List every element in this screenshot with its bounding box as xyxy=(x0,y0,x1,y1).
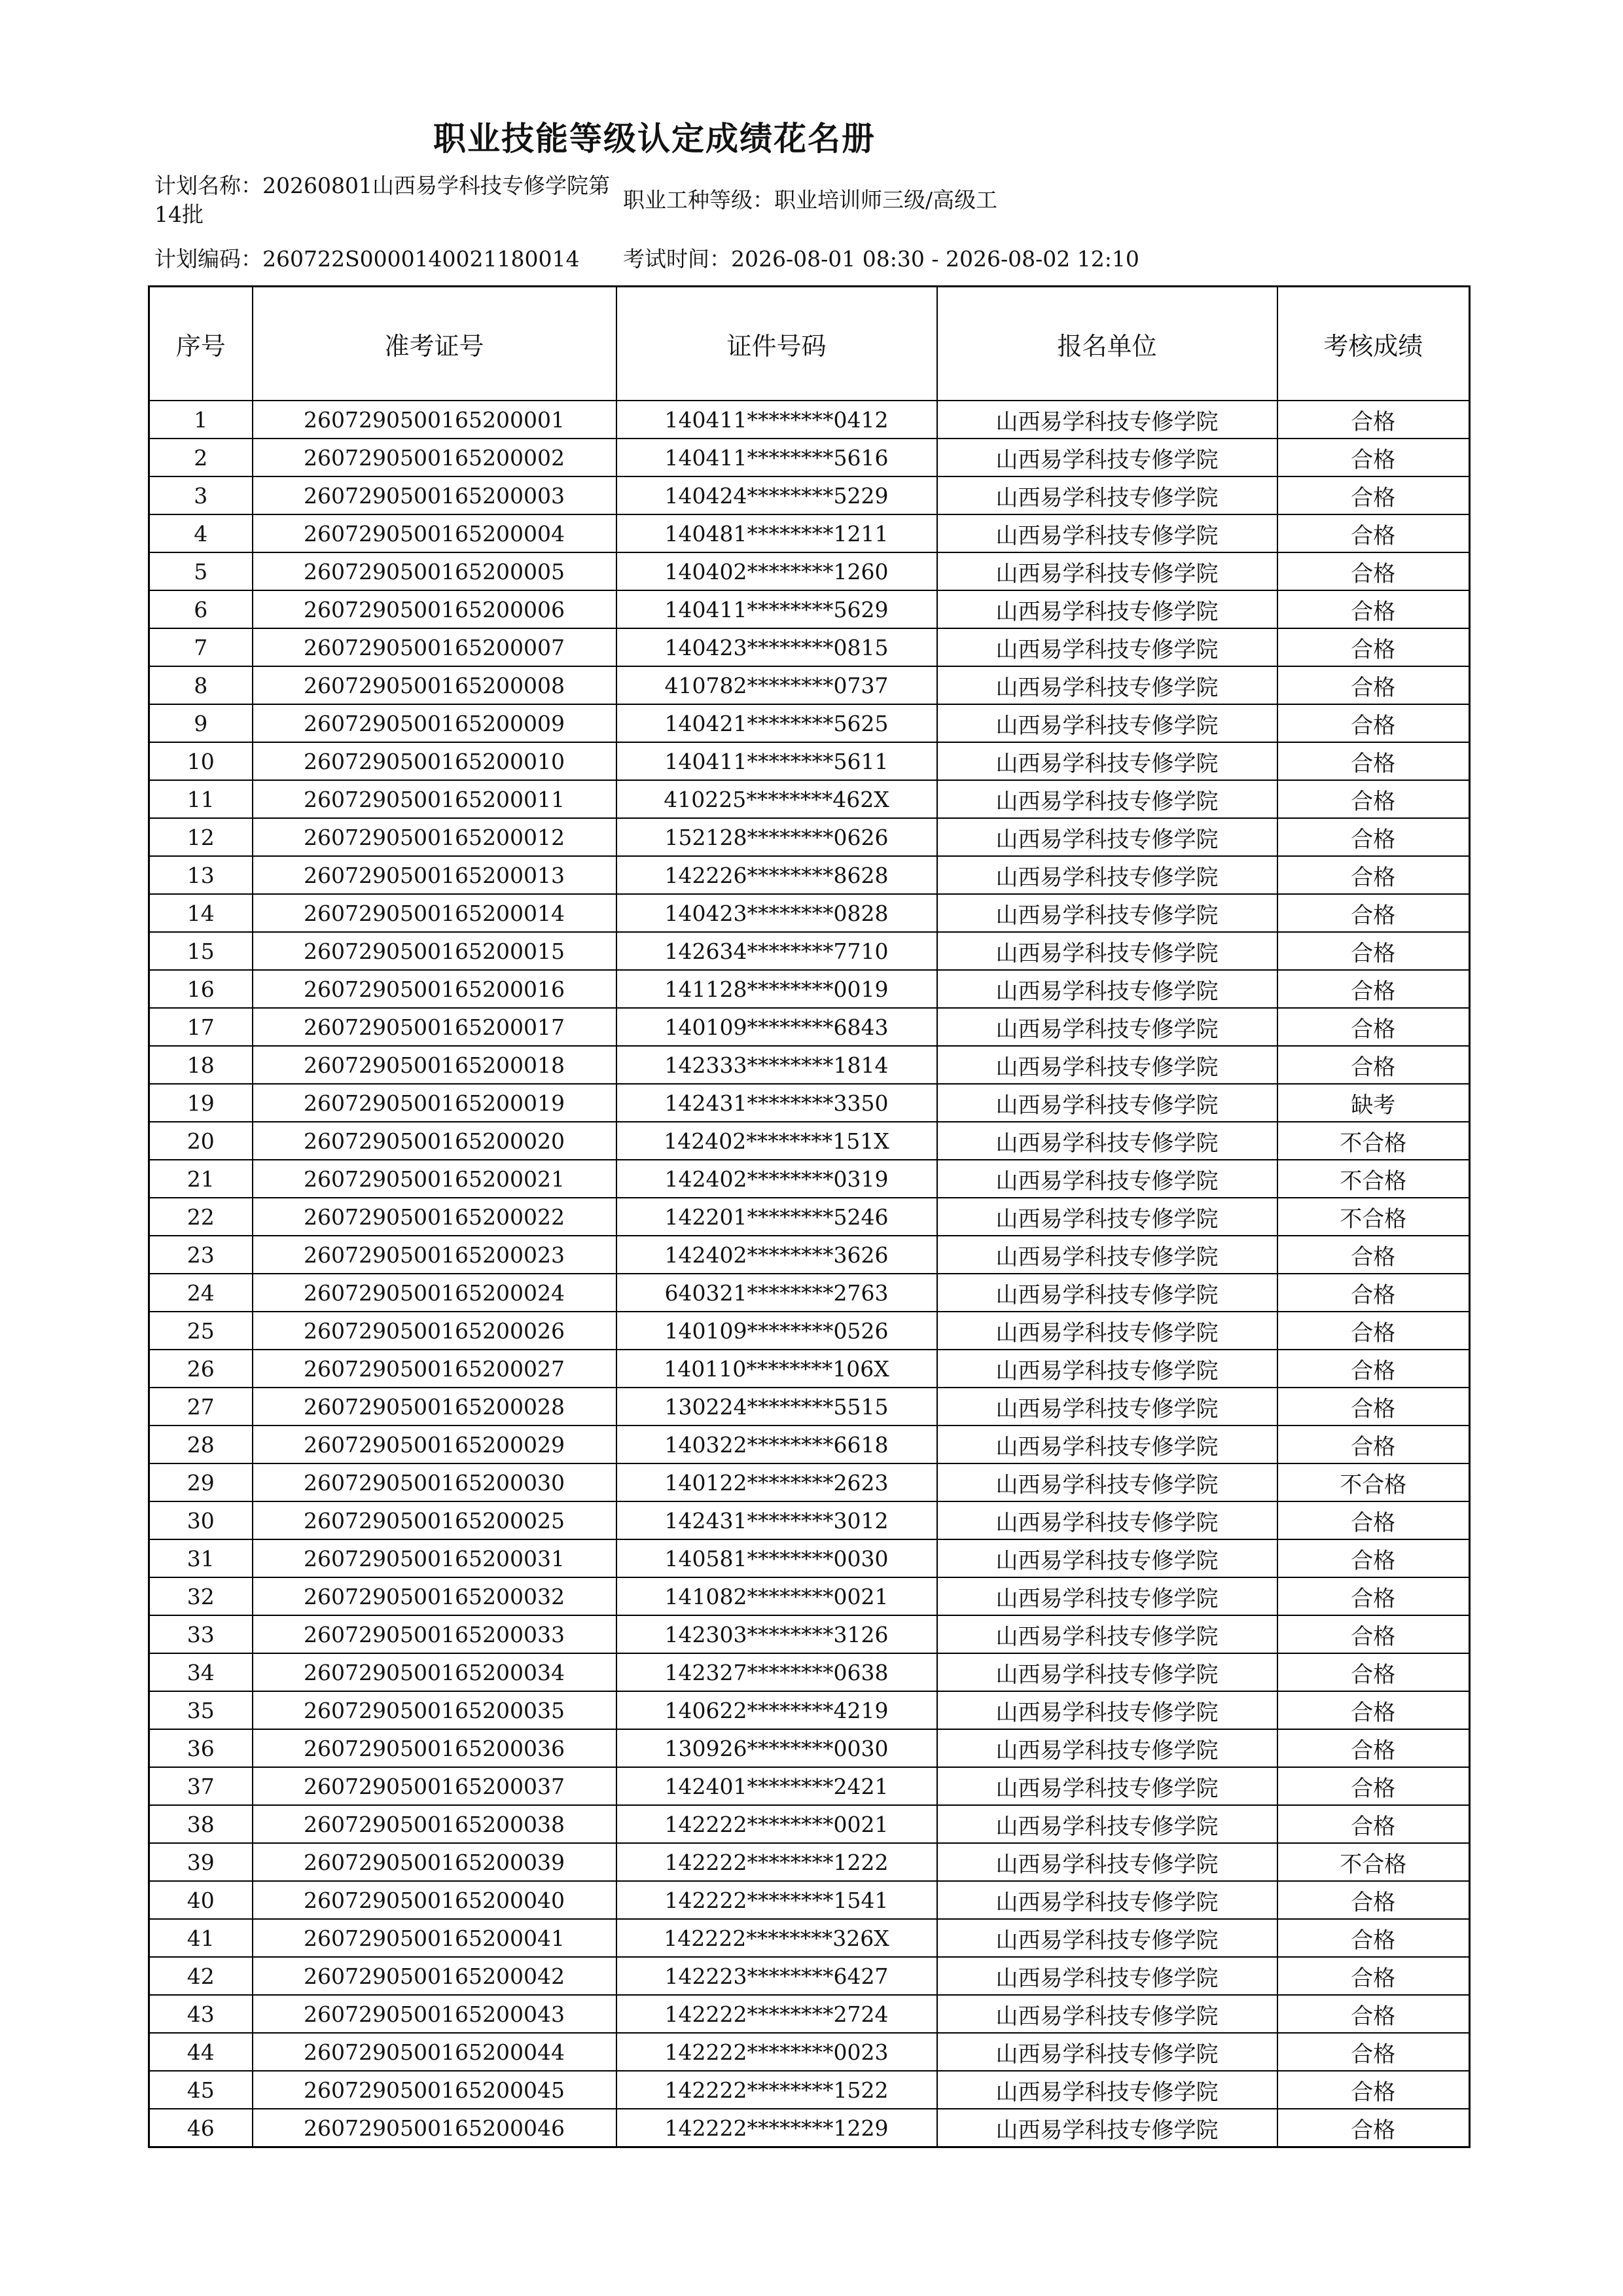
header-unit: 报名单位 xyxy=(937,287,1277,401)
cell-admission-no: 2607290500165200007 xyxy=(253,628,616,666)
header-admission-no: 准考证号 xyxy=(253,287,616,401)
table-row xyxy=(149,1615,1470,1653)
cell-score: 合格 xyxy=(1277,628,1470,666)
cell-seq: 23 xyxy=(149,1236,253,1274)
cell-id-no: 141082********0021 xyxy=(616,1577,937,1615)
cell-score: 合格 xyxy=(1277,1919,1470,1957)
cell-admission-no: 2607290500165200031 xyxy=(253,1539,616,1577)
table-row xyxy=(149,894,1470,932)
cell-id-no: 142634********7710 xyxy=(616,932,937,970)
cell-score: 合格 xyxy=(1277,476,1470,514)
cell-unit: 山西易学科技专修学院 xyxy=(937,1653,1277,1691)
cell-id-no: 142226********8628 xyxy=(616,856,937,894)
cell-admission-no: 2607290500165200002 xyxy=(253,439,616,476)
cell-score: 不合格 xyxy=(1277,1843,1470,1881)
cell-admission-no: 2607290500165200029 xyxy=(253,1426,616,1463)
cell-seq: 9 xyxy=(149,704,253,742)
table-row xyxy=(149,1729,1470,1767)
cell-admission-no: 2607290500165200018 xyxy=(253,1046,616,1084)
cell-admission-no: 2607290500165200015 xyxy=(253,932,616,970)
table-row xyxy=(149,401,1470,439)
cell-seq: 22 xyxy=(149,1198,253,1236)
table-row xyxy=(149,1881,1470,1919)
cell-seq: 10 xyxy=(149,742,253,780)
cell-unit: 山西易学科技专修学院 xyxy=(937,1312,1277,1350)
cell-seq: 28 xyxy=(149,1426,253,1463)
cell-admission-no: 2607290500165200034 xyxy=(253,1653,616,1691)
cell-unit: 山西易学科技专修学院 xyxy=(937,2071,1277,2109)
cell-seq: 25 xyxy=(149,1312,253,1350)
table-row xyxy=(149,2071,1470,2109)
cell-unit: 山西易学科技专修学院 xyxy=(937,1198,1277,1236)
cell-unit: 山西易学科技专修学院 xyxy=(937,1008,1277,1046)
cell-score: 合格 xyxy=(1277,1653,1470,1691)
cell-seq: 42 xyxy=(149,1957,253,1995)
cell-id-no: 142222********1541 xyxy=(616,1881,937,1919)
cell-id-no: 140411********5616 xyxy=(616,439,937,476)
cell-admission-no: 2607290500165200016 xyxy=(253,970,616,1008)
cell-id-no: 142333********1814 xyxy=(616,1046,937,1084)
cell-seq: 43 xyxy=(149,1995,253,2033)
cell-seq: 41 xyxy=(149,1919,253,1957)
cell-unit: 山西易学科技专修学院 xyxy=(937,1577,1277,1615)
cell-admission-no: 2607290500165200037 xyxy=(253,1767,616,1805)
cell-id-no: 142222********1222 xyxy=(616,1843,937,1881)
cell-id-no: 142223********6427 xyxy=(616,1957,937,1995)
cell-id-no: 140423********0828 xyxy=(616,894,937,932)
cell-score: 合格 xyxy=(1277,1805,1470,1843)
cell-unit: 山西易学科技专修学院 xyxy=(937,1843,1277,1881)
cell-seq: 6 xyxy=(149,590,253,628)
cell-id-no: 152128********0626 xyxy=(616,818,937,856)
cell-admission-no: 2607290500165200014 xyxy=(253,894,616,932)
cell-unit: 山西易学科技专修学院 xyxy=(937,2109,1277,2147)
table-row xyxy=(149,552,1470,590)
cell-seq: 12 xyxy=(149,818,253,856)
cell-admission-no: 2607290500165200041 xyxy=(253,1919,616,1957)
cell-unit: 山西易学科技专修学院 xyxy=(937,1539,1277,1577)
table-row xyxy=(149,970,1470,1008)
cell-unit: 山西易学科技专修学院 xyxy=(937,1767,1277,1805)
cell-id-no: 142303********3126 xyxy=(616,1615,937,1653)
table-row xyxy=(149,514,1470,552)
cell-admission-no: 2607290500165200004 xyxy=(253,514,616,552)
cell-score: 合格 xyxy=(1277,401,1470,439)
cell-admission-no: 2607290500165200035 xyxy=(253,1691,616,1729)
cell-admission-no: 2607290500165200013 xyxy=(253,856,616,894)
cell-score: 合格 xyxy=(1277,1388,1470,1426)
cell-score: 合格 xyxy=(1277,780,1470,818)
cell-admission-no: 2607290500165200045 xyxy=(253,2071,616,2109)
cell-id-no: 142222********326X xyxy=(616,1919,937,1957)
cell-id-no: 140122********2623 xyxy=(616,1463,937,1501)
cell-score: 合格 xyxy=(1277,1615,1470,1653)
cell-unit: 山西易学科技专修学院 xyxy=(937,1805,1277,1843)
table-row xyxy=(149,1843,1470,1881)
cell-admission-no: 2607290500165200017 xyxy=(253,1008,616,1046)
cell-admission-no: 2607290500165200020 xyxy=(253,1122,616,1160)
exam-time: 考试时间：2026-08-01 08:30 - 2026-08-02 12:10 xyxy=(623,246,1139,272)
cell-admission-no: 2607290500165200036 xyxy=(253,1729,616,1767)
cell-seq: 1 xyxy=(149,401,253,439)
cell-id-no: 140411********0412 xyxy=(616,401,937,439)
cell-seq: 37 xyxy=(149,1767,253,1805)
cell-admission-no: 2607290500165200006 xyxy=(253,590,616,628)
cell-score: 合格 xyxy=(1277,818,1470,856)
cell-admission-no: 2607290500165200001 xyxy=(253,401,616,439)
cell-seq: 44 xyxy=(149,2033,253,2071)
cell-id-no: 142222********1522 xyxy=(616,2071,937,2109)
cell-id-no: 142402********3626 xyxy=(616,1236,937,1274)
cell-id-no: 142401********2421 xyxy=(616,1767,937,1805)
cell-unit: 山西易学科技专修学院 xyxy=(937,476,1277,514)
cell-unit: 山西易学科技专修学院 xyxy=(937,1691,1277,1729)
cell-id-no: 142431********3012 xyxy=(616,1501,937,1539)
table-row xyxy=(149,1350,1470,1388)
cell-unit: 山西易学科技专修学院 xyxy=(937,1463,1277,1501)
cell-seq: 4 xyxy=(149,514,253,552)
cell-seq: 3 xyxy=(149,476,253,514)
cell-score: 合格 xyxy=(1277,514,1470,552)
cell-id-no: 140581********0030 xyxy=(616,1539,937,1577)
table-row xyxy=(149,1767,1470,1805)
cell-id-no: 640321********2763 xyxy=(616,1274,937,1312)
cell-unit: 山西易学科技专修学院 xyxy=(937,1615,1277,1653)
cell-id-no: 142327********0638 xyxy=(616,1653,937,1691)
cell-score: 合格 xyxy=(1277,1501,1470,1539)
cell-id-no: 130224********5515 xyxy=(616,1388,937,1426)
cell-admission-no: 2607290500165200044 xyxy=(253,2033,616,2071)
cell-seq: 26 xyxy=(149,1350,253,1388)
cell-score: 合格 xyxy=(1277,1274,1470,1312)
cell-admission-no: 2607290500165200024 xyxy=(253,1274,616,1312)
cell-admission-no: 2607290500165200033 xyxy=(253,1615,616,1653)
table-row xyxy=(149,742,1470,780)
occupation-level: 职业工种等级：职业培训师三级/高级工 xyxy=(623,187,998,213)
cell-seq: 13 xyxy=(149,856,253,894)
cell-unit: 山西易学科技专修学院 xyxy=(937,1426,1277,1463)
cell-unit: 山西易学科技专修学院 xyxy=(937,514,1277,552)
header-score: 考核成绩 xyxy=(1277,287,1470,401)
cell-admission-no: 2607290500165200021 xyxy=(253,1160,616,1198)
table-row xyxy=(149,590,1470,628)
cell-unit: 山西易学科技专修学院 xyxy=(937,1046,1277,1084)
cell-admission-no: 2607290500165200027 xyxy=(253,1350,616,1388)
cell-admission-no: 2607290500165200039 xyxy=(253,1843,616,1881)
cell-score: 合格 xyxy=(1277,1046,1470,1084)
table-row xyxy=(149,2109,1470,2147)
cell-id-no: 142402********151X xyxy=(616,1122,937,1160)
cell-id-no: 142222********0021 xyxy=(616,1805,937,1843)
cell-unit: 山西易学科技专修学院 xyxy=(937,932,1277,970)
cell-score: 合格 xyxy=(1277,1881,1470,1919)
cell-id-no: 142222********0023 xyxy=(616,2033,937,2071)
cell-score: 合格 xyxy=(1277,1539,1470,1577)
cell-unit: 山西易学科技专修学院 xyxy=(937,704,1277,742)
cell-seq: 21 xyxy=(149,1160,253,1198)
table-row xyxy=(149,1046,1470,1084)
cell-unit: 山西易学科技专修学院 xyxy=(937,439,1277,476)
cell-unit: 山西易学科技专修学院 xyxy=(937,894,1277,932)
cell-id-no: 140421********5625 xyxy=(616,704,937,742)
table-row xyxy=(149,439,1470,476)
cell-score: 合格 xyxy=(1277,970,1470,1008)
cell-unit: 山西易学科技专修学院 xyxy=(937,1957,1277,1995)
table-row xyxy=(149,1463,1470,1501)
cell-id-no: 140622********4219 xyxy=(616,1691,937,1729)
cell-unit: 山西易学科技专修学院 xyxy=(937,1881,1277,1919)
cell-seq: 15 xyxy=(149,932,253,970)
cell-score: 合格 xyxy=(1277,894,1470,932)
cell-id-no: 140110********106X xyxy=(616,1350,937,1388)
table-row xyxy=(149,666,1470,704)
cell-id-no: 140481********1211 xyxy=(616,514,937,552)
cell-unit: 山西易学科技专修学院 xyxy=(937,666,1277,704)
cell-id-no: 140411********5611 xyxy=(616,742,937,780)
cell-id-no: 141128********0019 xyxy=(616,970,937,1008)
table-row xyxy=(149,1995,1470,2033)
cell-admission-no: 2607290500165200011 xyxy=(253,780,616,818)
cell-seq: 7 xyxy=(149,628,253,666)
cell-unit: 山西易学科技专修学院 xyxy=(937,1729,1277,1767)
cell-seq: 29 xyxy=(149,1463,253,1501)
table-row xyxy=(149,1577,1470,1615)
cell-id-no: 130926********0030 xyxy=(616,1729,937,1767)
cell-unit: 山西易学科技专修学院 xyxy=(937,1501,1277,1539)
cell-score: 合格 xyxy=(1277,1995,1470,2033)
table-row xyxy=(149,818,1470,856)
cell-admission-no: 2607290500165200038 xyxy=(253,1805,616,1843)
cell-unit: 山西易学科技专修学院 xyxy=(937,1122,1277,1160)
cell-unit: 山西易学科技专修学院 xyxy=(937,742,1277,780)
cell-seq: 45 xyxy=(149,2071,253,2109)
cell-admission-no: 2607290500165200023 xyxy=(253,1236,616,1274)
cell-score: 合格 xyxy=(1277,590,1470,628)
cell-score: 合格 xyxy=(1277,1957,1470,1995)
table-row xyxy=(149,1919,1470,1957)
cell-score: 合格 xyxy=(1277,1767,1470,1805)
cell-id-no: 142201********5246 xyxy=(616,1198,937,1236)
cell-unit: 山西易学科技专修学院 xyxy=(937,1995,1277,2033)
cell-id-no: 142222********2724 xyxy=(616,1995,937,2033)
cell-score: 合格 xyxy=(1277,552,1470,590)
cell-seq: 14 xyxy=(149,894,253,932)
cell-score: 合格 xyxy=(1277,1008,1470,1046)
table-row xyxy=(149,1653,1470,1691)
table-row xyxy=(149,2033,1470,2071)
cell-admission-no: 2607290500165200009 xyxy=(253,704,616,742)
cell-score: 不合格 xyxy=(1277,1160,1470,1198)
cell-unit: 山西易学科技专修学院 xyxy=(937,552,1277,590)
cell-score: 不合格 xyxy=(1277,1122,1470,1160)
cell-score: 不合格 xyxy=(1277,1463,1470,1501)
cell-unit: 山西易学科技专修学院 xyxy=(937,1274,1277,1312)
table-row xyxy=(149,780,1470,818)
table-row xyxy=(149,932,1470,970)
cell-seq: 30 xyxy=(149,1501,253,1539)
cell-seq: 5 xyxy=(149,552,253,590)
cell-score: 合格 xyxy=(1277,666,1470,704)
cell-seq: 32 xyxy=(149,1577,253,1615)
cell-unit: 山西易学科技专修学院 xyxy=(937,1236,1277,1274)
cell-score: 合格 xyxy=(1277,1426,1470,1463)
cell-score: 合格 xyxy=(1277,856,1470,894)
cell-score: 合格 xyxy=(1277,439,1470,476)
table-row xyxy=(149,1388,1470,1426)
cell-seq: 19 xyxy=(149,1084,253,1122)
cell-seq: 35 xyxy=(149,1691,253,1729)
cell-seq: 8 xyxy=(149,666,253,704)
cell-id-no: 140424********5229 xyxy=(616,476,937,514)
cell-unit: 山西易学科技专修学院 xyxy=(937,818,1277,856)
table-row xyxy=(149,1805,1470,1843)
table-row xyxy=(149,1008,1470,1046)
cell-unit: 山西易学科技专修学院 xyxy=(937,856,1277,894)
cell-unit: 山西易学科技专修学院 xyxy=(937,590,1277,628)
cell-seq: 40 xyxy=(149,1881,253,1919)
cell-admission-no: 2607290500165200005 xyxy=(253,552,616,590)
cell-id-no: 140109********0526 xyxy=(616,1312,937,1350)
table-row xyxy=(149,1160,1470,1198)
cell-admission-no: 2607290500165200030 xyxy=(253,1463,616,1501)
cell-unit: 山西易学科技专修学院 xyxy=(937,970,1277,1008)
table-row xyxy=(149,1122,1470,1160)
cell-seq: 38 xyxy=(149,1805,253,1843)
cell-admission-no: 2607290500165200032 xyxy=(253,1577,616,1615)
cell-admission-no: 2607290500165200010 xyxy=(253,742,616,780)
header-seq: 序号 xyxy=(149,287,253,401)
cell-unit: 山西易学科技专修学院 xyxy=(937,1350,1277,1388)
table-row xyxy=(149,1426,1470,1463)
cell-id-no: 140411********5629 xyxy=(616,590,937,628)
cell-score: 缺考 xyxy=(1277,1084,1470,1122)
table-row xyxy=(149,1274,1470,1312)
cell-admission-no: 2607290500165200042 xyxy=(253,1957,616,1995)
cell-admission-no: 2607290500165200043 xyxy=(253,1995,616,2033)
cell-seq: 17 xyxy=(149,1008,253,1046)
table-row xyxy=(149,1501,1470,1539)
cell-score: 合格 xyxy=(1277,1236,1470,1274)
table-row xyxy=(149,476,1470,514)
cell-admission-no: 2607290500165200028 xyxy=(253,1388,616,1426)
cell-score: 不合格 xyxy=(1277,1198,1470,1236)
cell-id-no: 142431********3350 xyxy=(616,1084,937,1122)
cell-seq: 27 xyxy=(149,1388,253,1426)
cell-id-no: 410225********462X xyxy=(616,780,937,818)
cell-admission-no: 2607290500165200019 xyxy=(253,1084,616,1122)
page-title: 职业技能等级认定成绩花名册 xyxy=(433,120,876,158)
cell-unit: 山西易学科技专修学院 xyxy=(937,401,1277,439)
cell-id-no: 142402********0319 xyxy=(616,1160,937,1198)
table-row xyxy=(149,1198,1470,1236)
table-row xyxy=(149,704,1470,742)
cell-seq: 36 xyxy=(149,1729,253,1767)
cell-score: 合格 xyxy=(1277,742,1470,780)
cell-id-no: 142222********1229 xyxy=(616,2109,937,2147)
table-row xyxy=(149,1236,1470,1274)
cell-score: 合格 xyxy=(1277,1577,1470,1615)
cell-admission-no: 2607290500165200012 xyxy=(253,818,616,856)
cell-seq: 31 xyxy=(149,1539,253,1577)
cell-score: 合格 xyxy=(1277,2109,1470,2147)
cell-score: 合格 xyxy=(1277,1312,1470,1350)
cell-score: 合格 xyxy=(1277,1691,1470,1729)
header-id-no: 证件号码 xyxy=(616,287,937,401)
cell-score: 合格 xyxy=(1277,2071,1470,2109)
cell-admission-no: 2607290500165200046 xyxy=(253,2109,616,2147)
cell-seq: 2 xyxy=(149,439,253,476)
cell-seq: 20 xyxy=(149,1122,253,1160)
cell-score: 合格 xyxy=(1277,1729,1470,1767)
cell-id-no: 140109********6843 xyxy=(616,1008,937,1046)
cell-seq: 39 xyxy=(149,1843,253,1881)
cell-admission-no: 2607290500165200025 xyxy=(253,1501,616,1539)
plan-code: 计划编码：260722S0000140021180014 xyxy=(154,246,580,272)
cell-unit: 山西易学科技专修学院 xyxy=(937,1160,1277,1198)
table-row xyxy=(149,1539,1470,1577)
cell-id-no: 410782********0737 xyxy=(616,666,937,704)
cell-seq: 16 xyxy=(149,970,253,1008)
cell-unit: 山西易学科技专修学院 xyxy=(937,1084,1277,1122)
cell-seq: 33 xyxy=(149,1615,253,1653)
cell-id-no: 140402********1260 xyxy=(616,552,937,590)
table-row xyxy=(149,1312,1470,1350)
score-roster-table xyxy=(148,285,1471,2148)
table-row xyxy=(149,1957,1470,1995)
table-header-row xyxy=(149,287,1470,401)
cell-score: 合格 xyxy=(1277,2033,1470,2071)
cell-id-no: 140423********0815 xyxy=(616,628,937,666)
cell-unit: 山西易学科技专修学院 xyxy=(937,780,1277,818)
table-row xyxy=(149,628,1470,666)
plan-name: 计划名称：20260801山西易学科技专修学院第14批 xyxy=(154,173,610,227)
cell-unit: 山西易学科技专修学院 xyxy=(937,628,1277,666)
cell-seq: 24 xyxy=(149,1274,253,1312)
table-row xyxy=(149,1691,1470,1729)
table-row xyxy=(149,1084,1470,1122)
cell-admission-no: 2607290500165200008 xyxy=(253,666,616,704)
cell-id-no: 140322********6618 xyxy=(616,1426,937,1463)
cell-seq: 11 xyxy=(149,780,253,818)
cell-score: 合格 xyxy=(1277,932,1470,970)
cell-score: 合格 xyxy=(1277,1350,1470,1388)
cell-admission-no: 2607290500165200003 xyxy=(253,476,616,514)
table-row xyxy=(149,856,1470,894)
cell-score: 合格 xyxy=(1277,704,1470,742)
table-body xyxy=(149,401,1470,2147)
cell-seq: 46 xyxy=(149,2109,253,2147)
cell-admission-no: 2607290500165200040 xyxy=(253,1881,616,1919)
cell-admission-no: 2607290500165200026 xyxy=(253,1312,616,1350)
cell-unit: 山西易学科技专修学院 xyxy=(937,1919,1277,1957)
cell-admission-no: 2607290500165200022 xyxy=(253,1198,616,1236)
cell-seq: 18 xyxy=(149,1046,253,1084)
cell-unit: 山西易学科技专修学院 xyxy=(937,2033,1277,2071)
cell-seq: 34 xyxy=(149,1653,253,1691)
cell-unit: 山西易学科技专修学院 xyxy=(937,1388,1277,1426)
